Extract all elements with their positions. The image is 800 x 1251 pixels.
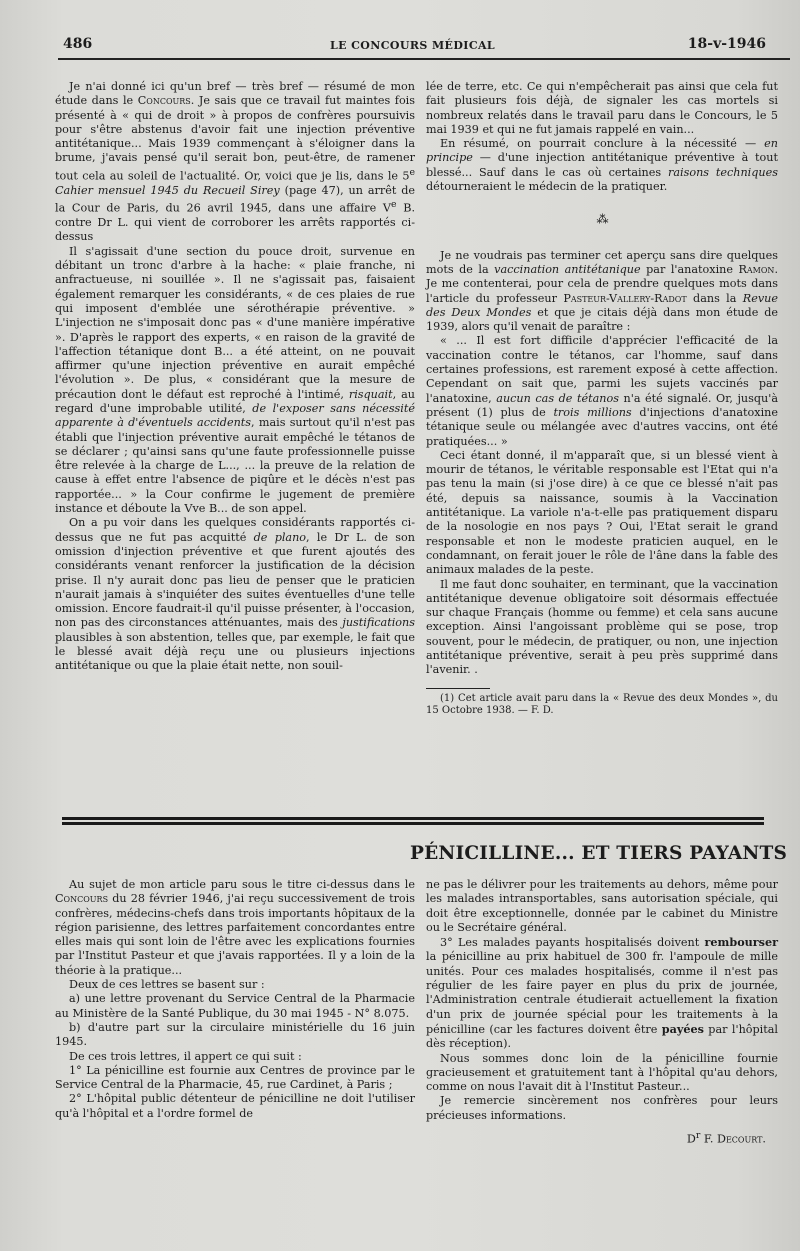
paragraph: De ces trois lettres, il appert ce qui suit : bbox=[69, 1049, 302, 1063]
paragraph: 1° La pénicilline est fournie aux Centres de province par le Service Central de la Pharmacie, 45, rue Cardinet, à Paris ; bbox=[55, 1063, 415, 1092]
article1-column-left bbox=[55, 80, 415, 674]
author-signature: $D^r$ F. Decourt. bbox=[686, 1130, 766, 1146]
paragraph: ne pas le délivrer pour les traitements au dehors, même pour les malades intransportables, sans autorisation spéciale, qui doit être exceptionnelle, donnée par le cabinet du Ministre ou le Secrétaire général. bbox=[426, 878, 778, 934]
paragraph: Ceci étant donné, il m'apparaît que, si un blessé vient à mourir de tétanos, le véritable responsable est l'Etat qui n'a pas tenu la main (si j'ose dire) à ce que ce blessé n'ait pas été, depuis sa naissance, soumis à la Vaccination antitétanique. La variole n'a-t-elle pas pratiquement disparu de la nosologie en nos pays ? Oui, l'Etat serait le grand responsable et non le modeste praticien auquel, en le condamnant, on ferait jouer le rôle de l'âne dans la fable des animaux malades de la peste. bbox=[426, 448, 778, 577]
paragraph: 3° Les malades payants hospitalisés doivent rembourser la pénicilline au prix habituel de 300 fr. l'ampoule de mille unités. Pour ces malades hospitalisés, comme il n'est pas régulier de les faire payer en plus du prix de journée, l'Administration centrale étudierait actuellement la fixation d'un prix de journée spécial pour les traitements à la pénicilline (car les factures doivent être payées par l'hôpital dès réception). bbox=[426, 935, 778, 1051]
paragraph: a) une lettre provenant du Service Central de la Pharmacie au Ministère de la Santé Publique, du 30 mai 1945 - N° 8.075. bbox=[55, 992, 415, 1020]
article-divider bbox=[62, 817, 764, 825]
article2-title: PÉNICILLINE... ET TIERS PAYANTS bbox=[410, 843, 788, 864]
paragraph: Je remercie sincèrement nos confrères pour leurs précieuses informations. bbox=[426, 1094, 778, 1122]
journal-title: LE CONCOURS MÉDICAL bbox=[330, 39, 496, 52]
article2-column-left bbox=[55, 878, 415, 1121]
paragraph: Il me faut donc souhaiter, en terminant, que la vaccination antitétanique devenue obligatoire soit désormais effectuée sur chaque Français (homme ou femme) et cela sans aucune exception. Ainsi l'angoissant problème qui se pose, trop souvent, pour le médecin, de pratiquer, ou non, une injection antitétanique préventive, serait à peu près supprimé dans l'avenir. . bbox=[426, 577, 778, 677]
issue-date: 18-v-1946 bbox=[687, 36, 766, 52]
paragraph: Il s'agissait d'une section du pouce droit, survenue en débitant un tronc d'arbre à la hache: « plaie franche, ni anfractueuse, ni souillée ». Il ne s'agissait pas, faisaient également remarquer les considérants, « de ces plaies de rue qui imposent d'emblée une sérothérapie préventive. » L'injection ne s'imposait donc pas « d'une manière impérative ». D'après le rapport des experts, « en raison de la gravité de l'affection tétanique dont B... a été atteint, on ne pouvait affirmer qu'une injection préventive en aurait empêché l'évolution ». De plus, « considérant que la mesure de précaution dont le défaut est reproché à l'intimé, risquait, au regard d'une improbable utilité, de l'exposer sans nécessité apparente à d'éventuels accidents, mais surtout qu'il n'est pas établi que l'injection préventive aurait empêché le tétanos de se déclarer ; qu'ainsi sans qu'une faute professionnelle puisse être relevée à la charge de L..., ... la preuve de la relation de cause à effet entre l'absence de piqûre et le décès n'est pas rapportée... » la Cour confirme le jugement de première instance et déboute la Vve B... de son appel. bbox=[55, 244, 415, 516]
paragraph: lée de terre, etc. Ce qui n'empêcherait pas ainsi que cela fut fait plusieurs fois déjà, de signaler les cas mortels si nombreux relatés dans le travail paru dans le Concours, le 5 mai 1939 et qui ne fut jamais rappelé en vain... bbox=[426, 80, 778, 136]
article2-column-right bbox=[426, 878, 778, 1147]
footnote: (1) Cet article avait paru dans la « Revue des deux Mondes », du 15 Octobre 1938. — F. D. bbox=[426, 692, 778, 717]
quotation: « ... Il est fort difficile d'apprécier l'efficacité de la vaccination contre le tétanos, car l'homme, sauf dans certaines professions, est rarement exposé à cette affection. Cependant on sait que, parmi les sujets vaccinés par l'anatoxine, aucun cas de tétanos n'a été signalé. Or, jusqu'à présent (1) plus de trois millions d'injections d'anatoxine tétanique seule ou mélangée avec d'autres vaccins, ont été pratiquées... » bbox=[426, 334, 778, 448]
paragraph: Au sujet de mon article paru sous le titre ci-dessus dans le Concours du 28 février 1946, j'ai reçu successivement de trois confrères, médecins-chefs dans trois importants hôpitaux de la région parisienne, des lettres parfaitement concordantes entre elles mais qui sont loin de l'être avec les explications fournies par l'Institut Pasteur et que j'avais rapportées. Il y a loin de la théorie à la pratique... bbox=[55, 878, 415, 977]
paragraph: Je ne voudrais pas terminer cet aperçu sans dire quelques mots de la vaccination antitétanique par l'anatoxine Ramon. Je me contenterai, pour cela de prendre quelques mots dans l'article du professeur Pasteur-Vallery-Radot dans la Revue des Deux Mondes et que je citais déjà dans mon étude de 1939, alors qu'il venait de paraître : bbox=[426, 248, 778, 334]
paragraph: Nous sommes donc loin de la pénicilline fournie gracieusement et gratuitement tant à l'hôpital qu'au dehors, comme on nous l'avait dit à l'Institut Pasteur... bbox=[426, 1051, 778, 1094]
paragraph: Deux de ces lettres se basent sur : bbox=[69, 978, 265, 992]
paragraph: En résumé, on pourrait conclure à la nécessité — en principe — d'une injection antitétanique préventive à tout blessé... Sauf dans le cas où certaines raisons techniques détourneraient le médecin de la pratiquer. bbox=[426, 137, 778, 194]
page-number: 486 bbox=[63, 36, 93, 52]
asterism-separator: ⁂ bbox=[596, 212, 608, 227]
paragraph: 2° L'hôpital public détenteur de pénicilline ne doit l'utiliser qu'à l'hôpital et a l'ordre formel de bbox=[55, 1092, 415, 1120]
paragraph: b) d'autre part sur la circulaire ministérielle du 16 juin 1945. bbox=[55, 1020, 415, 1049]
footnote-rule bbox=[426, 688, 490, 689]
paragraph: Je n'ai donné ici qu'un bref — très bref — résumé de mon étude dans le Concours. Je sais que ce travail fut maintes fois présenté à « qui de droit » à propos de confrères poursuivis pour s'être abstenus d'avoir fait une injection préventive antitétanique... Mais 1939 commençant à s'éloigner dans la brume, j'avais pensé qu'il serait bon, peut-être, de ramener tout cela au soleil de l'actualité. Or, voici que je lis, dans le 5e Cahier mensuel 1945 du Recueil Sirey (page 47), un arrêt de la Cour de Paris, du 26 avril 1945, dans une affaire Ve B. contre Dr L. qui vient de corroborer les arrêts rapportés ci-dessus bbox=[55, 80, 415, 244]
paragraph: On a pu voir dans les quelques considérants rapportés ci-dessus que ne fut pas acquitté de plano, le Dr L. de son omission d'injection préventive et que furent ajoutés des considérants venant renforcer la justification de la décision prise. Il n'y aurait donc pas lieu de penser que le praticien n'aurait jamais à s'inquiéter des suites éventuelles d'une telle omission. Encore faudrait-il qu'il puisse présenter, à l'occasion, non pas des circonstances atténuantes, mais des justifications plausibles à son abstention, telles que, par exemple, le fait que le blessé avait déjà reçu une ou plusieurs injections antitétanique ou que la plaie était nette, non souil- bbox=[55, 516, 415, 673]
article1-column-right bbox=[426, 80, 778, 718]
page-header bbox=[58, 36, 790, 60]
